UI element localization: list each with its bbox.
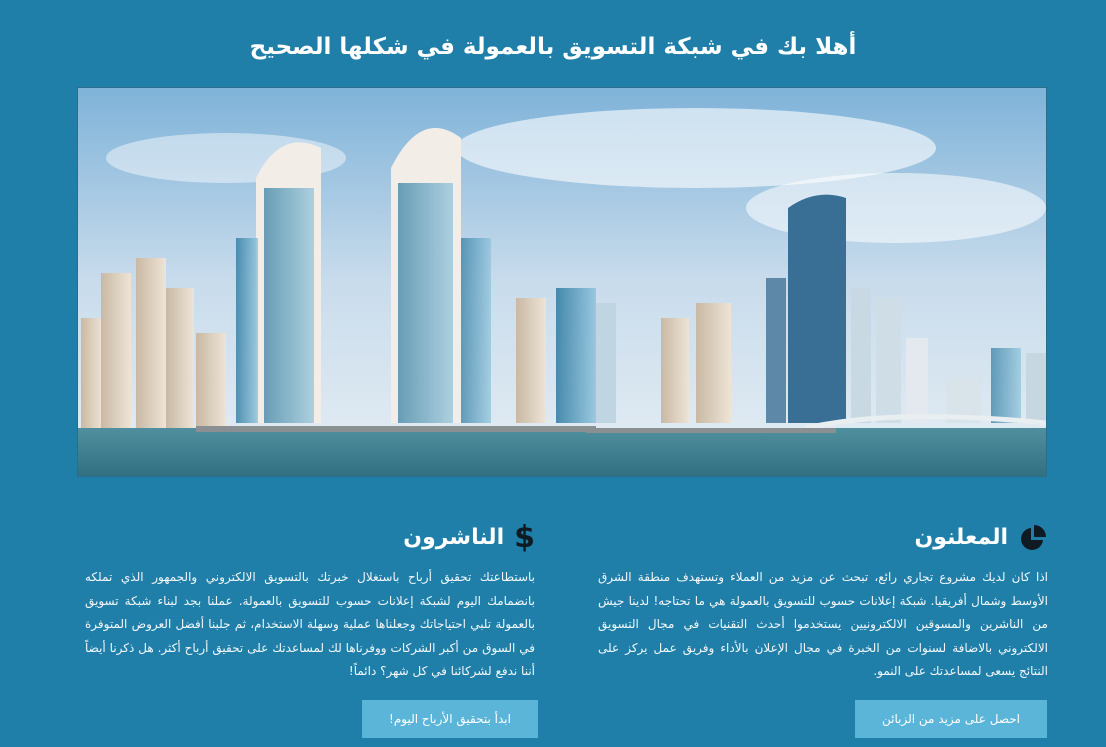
publishers-section	[85, 518, 535, 684]
city-skyline-image	[77, 88, 1046, 477]
hero-image	[77, 87, 1047, 477]
advertisers-section	[598, 518, 1048, 684]
get-more-customers-button[interactable]: احصل على مزيد من الزبائن	[855, 700, 1047, 738]
page-title: أهلا بك في شبكة التسويق بالعمولة في شكلها الصحيح	[249, 34, 857, 60]
advertisers-description: اذا كان لديك مشروع تجاري رائع، تبحث عن مزيد من العملاء وتستهدف منطقة الشرق الأوسط وشمال أفريقيا. شبكة إعلانات حسوب للتسويق بالعمولة هي ما تحتاجه! لدينا جيش من الناشرين والمسوقين الالكترونيين يستخدموا أحدث التقنيات في مجال التسويق الالكتروني بالاضافة لسنوات من الخبرة في مجال الإعلان بالأداء وفريق عمل يركز على النتائج يسعى لمساعدتك على النمو.	[598, 570, 1048, 678]
publishers-heading	[85, 518, 535, 558]
advertisers-title: المعلنون	[914, 525, 1008, 550]
publishers-description: باستطاعتك تحقيق أرباح باستغلال خبرتك بالتسويق الالكتروني والجمهور الذي تملكه بانضمامك اليوم لشبكة إعلانات حسوب للتسويق بالعمولة. عملنا بجد لبناء شبكة تسويق بالعمولة تلبي احتياجاتك وجعلناها عملية وسهلة الاستخدام، ثم جلبنا أفضل العروض المتوفرة في السوق من أكبر الشركات ووفرناها لك لمساعدتك على تحقيق أرباح أكثر. هل ذكرنا أيضاً أننا ندفع لشركائنا في كل شهر؟ دائماً!	[85, 570, 535, 678]
advertisers-heading	[598, 518, 1048, 558]
dollar-icon: $	[514, 520, 535, 555]
start-earning-button[interactable]: ابدأ بتحقيق الأرباح اليوم!	[362, 700, 538, 738]
pie-chart-icon	[1018, 523, 1048, 553]
publishers-title: الناشرون	[403, 525, 505, 550]
